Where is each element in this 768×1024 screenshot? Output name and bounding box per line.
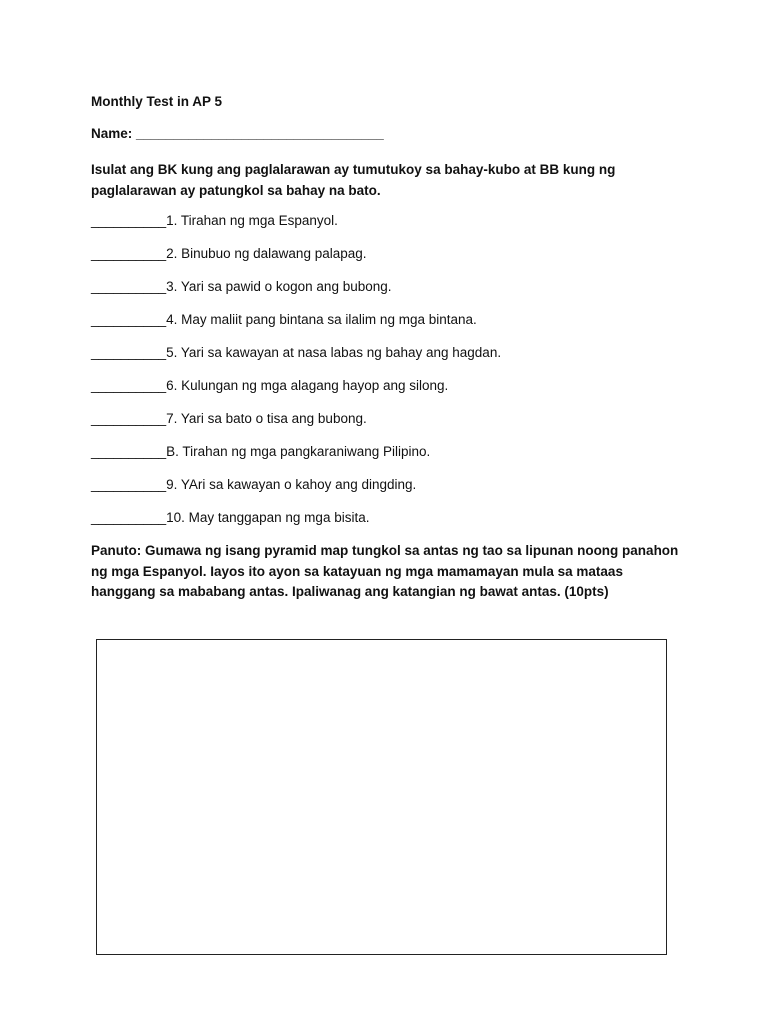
question-item-2: __________2. Binubuo ng dalawang palapag. <box>91 246 367 261</box>
question-item-3: __________3. Yari sa pawid o kogon ang bubong. <box>91 279 392 294</box>
question-item-6: __________6. Kulungan ng mga alagang hayop ang silong. <box>91 378 449 393</box>
question-item-4: __________4. May maliit pang bintana sa ilalim ng mga bintana. <box>91 312 477 327</box>
question-item-8: __________B. Tirahan ng mga pangkaraniwang Pilipino. <box>91 444 431 459</box>
question-list <box>91 213 501 543</box>
name-field-label: Name: _________________________________ <box>91 126 384 141</box>
question-item-5: __________5. Yari sa kawayan at nasa labas ng bahay ang hagdan. <box>91 345 502 360</box>
panuto-instruction: Panuto: Gumawa ng isang pyramid map tungkol sa antas ng tao sa lipunan noong panahon ng mga Espanyol. Iayos ito ayon sa katayuan ng mga mamamayan mula sa mataas hanggang sa mababang antas. Ipaliwanag ang katangian ng bawat antas. (10pts) <box>91 543 679 599</box>
page-title: Monthly Test in AP 5 <box>91 94 223 109</box>
answer-box <box>96 639 667 955</box>
question-item-9: __________9. YAri sa kawayan o kahoy ang dingding. <box>91 477 417 492</box>
question-item-1: __________1. Tirahan ng mga Espanyol. <box>91 213 338 228</box>
question-item-7: __________7. Yari sa bato o tisa ang bubong. <box>91 411 367 426</box>
question-item-10: __________10. May tanggapan ng mga bisita. <box>91 510 370 525</box>
instruction-text: Isulat ang BK kung ang paglalarawan ay tumutukoy sa bahay-kubo at BB kung ng paglalarawan ay patungkol sa bahay na bato. <box>91 162 616 198</box>
